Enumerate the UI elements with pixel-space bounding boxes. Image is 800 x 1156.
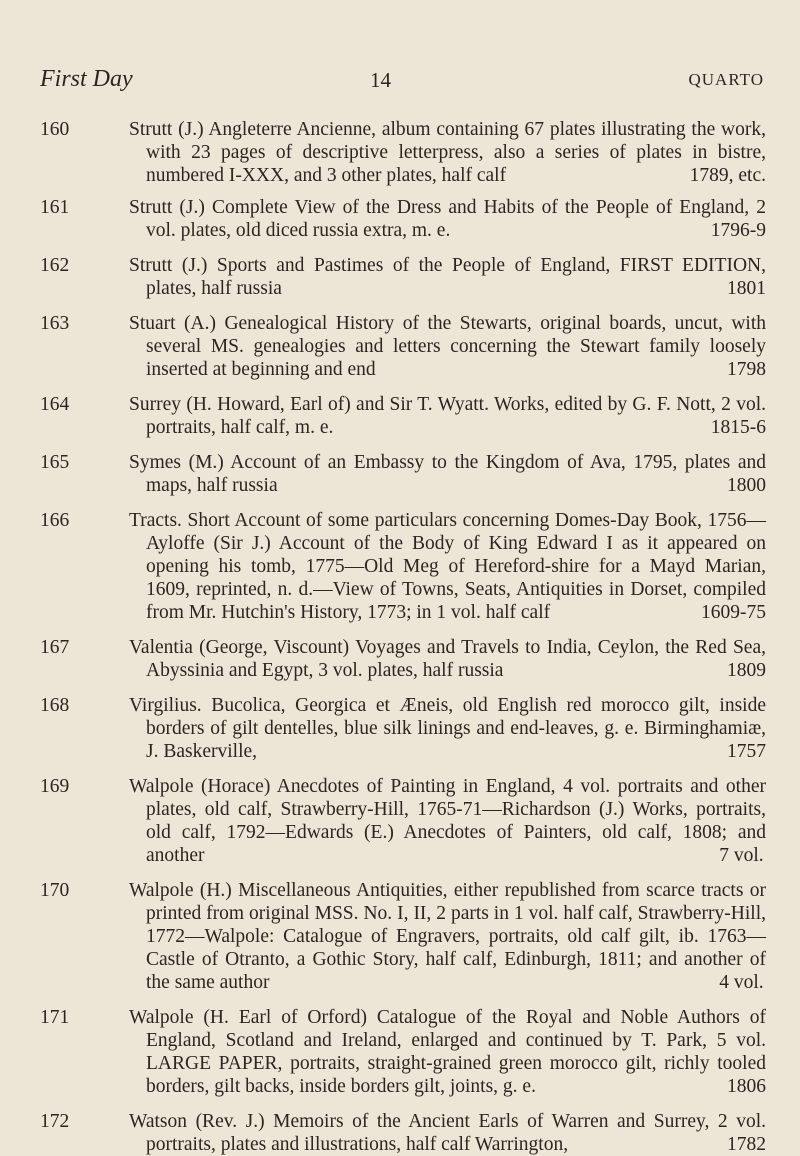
lot-date: 1796-9 [710, 220, 766, 241]
lot-text: Walpole (Horace) Anecdotes of Painting in England, 4 vol. portraits and other plates, old calf, Strawberry-Hill, 1765-71—Richardson (J.) Works, portraits, old calf, 1792—Edwards (E.) Anecdotes of Painters, old calf, 1808; and another [129, 776, 766, 866]
format-label: QUARTO [688, 70, 764, 89]
lot-text: Strutt (J.) Sports and Pastimes of the People of England, FIRST EDITION, plates, half russia [129, 255, 766, 299]
lot-date: 1800 [727, 475, 766, 496]
lot-description [129, 775, 766, 867]
lot-text: Watson (Rev. J.) Memoirs of the Ancient Earls of Warren and Surrey, 2 vol. portraits, plates and illustrations, half calf Warrington, [129, 1111, 766, 1155]
lot-text: Stuart (A.) Genealogical History of the Stewarts, original boards, uncut, with several MS. genealogies and letters concerning the Stewart family loosely inserted at beginning and end [129, 313, 766, 380]
page-number: 14 [370, 68, 391, 92]
lot-date: 1801 [727, 278, 766, 299]
lot-description [129, 1006, 766, 1098]
lot-description [129, 1110, 766, 1156]
lot-entry [40, 254, 766, 300]
lot-text: Surrey (H. Howard, Earl of) and Sir T. Wyatt. Works, edited by G. F. Nott, 2 vol. portraits, half calf, m. e. [129, 394, 766, 438]
lot-description [129, 196, 766, 242]
lot-text: Walpole (H.) Miscellaneous Antiquities, either republished from scarce tracts or printed from original MSS. No. I, II, 2 parts in 1 vol. half calf, Strawberry-Hill, 1772—Walpole: Catalogue of Engravers, portraits, old calf gilt, ib. 1763—Castle of Otranto, a Gothic Story, half calf, Edinburgh, 1811; and another of the same author [129, 880, 766, 993]
lot-text: Walpole (H. Earl of Orford) Catalogue of the Royal and Noble Authors of England, Scotland and Ireland, enlarged and continued by T. Park, 5 vol. LARGE PAPER, portraits, straight-grained green morocco gilt, richly tooled borders, gilt backs, inside borders gilt, joints, g. e. [129, 1007, 766, 1097]
lot-number: 167 [40, 637, 70, 658]
lot-entry [40, 451, 766, 497]
lot-date: 1609-75 [701, 602, 766, 623]
lot-description [129, 879, 766, 994]
lot-entry [40, 636, 766, 682]
lot-text: Tracts. Short Account of some particulars concerning Domes-Day Book, 1756—Ayloffe (Sir J.) Account of the Body of King Edward I as it appeared on opening his tomb, 1775—Old Meg of Hereford-shire for a Mayd Marian, 1609, reprinted, n. d.—View of Towns, Seats, Antiquities in Dorset, compiled from Mr. Hutchin's History, 1773; in 1 vol. half calf [129, 510, 766, 623]
lot-entry [40, 393, 766, 439]
lot-description [129, 312, 766, 381]
lot-number: 168 [40, 695, 70, 716]
lot-entry [40, 118, 766, 187]
lot-entry [40, 312, 766, 381]
lot-text: Valentia (George, Viscount) Voyages and Travels to India, Ceylon, the Red Sea, Abyssinia and Egypt, 3 vol. plates, half russia [129, 637, 766, 681]
lot-description [129, 118, 766, 187]
lot-description [129, 393, 766, 439]
lot-entry [40, 694, 766, 763]
lot-entry [40, 196, 766, 242]
lot-entry [40, 1006, 766, 1098]
lot-date: 1782 [727, 1134, 766, 1155]
lot-number: 164 [40, 394, 70, 415]
lot-text: Symes (M.) Account of an Embassy to the Kingdom of Ava, 1795, plates and maps, half russia [129, 452, 766, 496]
lot-date: 4 vol. [719, 972, 764, 993]
lot-description [129, 509, 766, 624]
lot-entry [40, 879, 766, 994]
lot-entry [40, 509, 766, 624]
lot-number: 165 [40, 452, 70, 473]
lot-date: 7 vol. [719, 845, 764, 866]
lot-number: 169 [40, 776, 70, 797]
lot-description [129, 254, 766, 300]
lot-number: 166 [40, 510, 70, 531]
lot-text: Virgilius. Bucolica, Georgica et Æneis, old English red morocco gilt, inside borders of gilt dentelles, blue silk linings and end-leaves, g. e. Birminghamiæ, J. Baskerville, [129, 695, 766, 762]
lot-entry [40, 775, 766, 867]
lot-description [129, 451, 766, 497]
lot-date: 1806 [727, 1076, 766, 1097]
lot-date: 1789, etc. [689, 165, 766, 186]
lot-number: 172 [40, 1111, 70, 1132]
lot-number: 163 [40, 313, 70, 334]
lot-date: 1798 [727, 359, 766, 380]
lot-description [129, 636, 766, 682]
lot-date: 1809 [727, 660, 766, 681]
lot-date: 1815-6 [710, 417, 766, 438]
lot-number: 160 [40, 119, 70, 140]
section-title: First Day [40, 66, 133, 92]
lot-entry [40, 1110, 766, 1156]
lot-date: 1757 [727, 741, 766, 762]
lot-description [129, 694, 766, 763]
lot-text: Strutt (J.) Angleterre Ancienne, album containing 67 plates illustrating the work, with 23 pages of descriptive letterpress, also a series of plates in bistre, numbered I-XXX, and 3 other plates, half calf [129, 119, 766, 186]
lot-number: 162 [40, 255, 70, 276]
lot-number: 171 [40, 1007, 70, 1028]
lot-number: 170 [40, 880, 70, 901]
lot-list [40, 118, 766, 1156]
lot-number: 161 [40, 197, 70, 218]
lot-text: Strutt (J.) Complete View of the Dress and Habits of the People of England, 2 vol. plates, old diced russia extra, m. e. [129, 197, 766, 241]
page-header [40, 66, 764, 96]
